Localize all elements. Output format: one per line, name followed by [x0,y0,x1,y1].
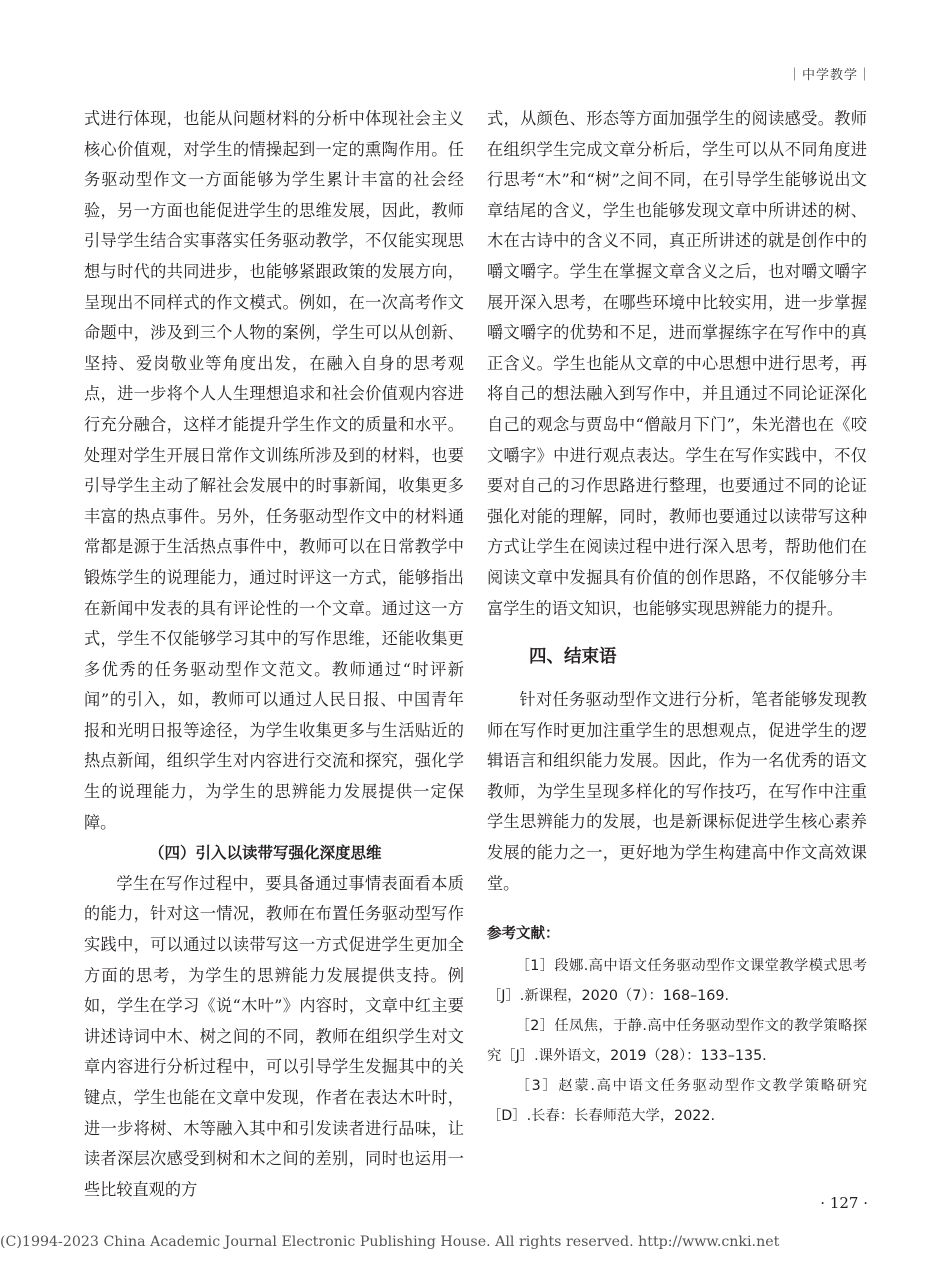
left-column [84,104,464,1205]
reference-item: ［1］段娜.高中语文任务驱动型作文课堂教学模式思考［J］.新课程，2020（7）：168–169. [487,958,867,1005]
body-paragraph: 式进行体现，也能从问题材料的分析中体现社会主义核心价值观，对学生的情操起到一定的熏陶作用。任务驱动型作文一方面能够为学生累计丰富的社会经验，另一方面也能促进学生的思维发展，因此，教师引导学生结合实事落实任务驱动教学，不仅能实现思想与时代的共同进步，也能够紧跟政策的发展方向，呈现出不同样式的作文模式。例如，在一次高考作文命题中，涉及到三个人物的案例，学生可以从创新、坚持、爱岗敬业等角度出发，在融入自身的思考观点，进一步将个人人生理想追求和社会价值观内容进行充分融合，这样才能提升学生作文的质量和水平。处理对学生开展日常作文训练所涉及到的材料，也要引导学生主动了解社会发展中的时事新闻，收集更多丰富的热点事件。另外，任务驱动型作文中的材料通常都是源于生活热点事件中，教师可以在日常教学中锻炼学生的说理能力，通过时评这一方式，能够指出在新闻中发表的具有评论性的一个文章。通过这一方式，学生不仅能够学习其中的写作思维，还能收集更多优秀的任务驱动型作文范文。教师通过“时评新闻”的引入，如，教师可以通过人民日报、中国青年报和光明日报等途径，为学生收集更多与生活贴近的热点新闻，组织学生对内容进行交流和探究，强化学生的说理能力，为学生的思辨能力发展提供一定保障。 [84,109,464,832]
copyright-notice: (C)1994-2023 China Academic Journal Electronic Publishing House. All rights reserved. http://www.cnki.net [0,1234,780,1250]
subsection-heading: （四）引入以读带写强化深度思维 [149,844,382,863]
references-title: 参考文献： [487,926,560,943]
body-paragraph: 针对任务驱动型作文进行分析，笔者能够发现教师在写作时更加注重学生的思想观点，促进学生的逻辑语言和组织能力发展。因此，作为一名优秀的语文教师，为学生呈现多样化的写作技巧，在写作中注重学生思辨能力的发展，也是新课标促进学生核心素养发展的能力之一，更好地为学生构建高中作文高效课堂。 [487,690,867,893]
section-heading: 四、结束语 [529,647,617,668]
page-number: · 127 · [820,1194,868,1212]
right-column [487,104,867,1131]
reference-item: ［2］任凤焦，于静.高中任务驱动型作文的教学策略探究［J］.课外语文，2019（28）：133–135. [487,1018,867,1065]
body-paragraph: 学生在写作过程中，要具备通过事情表面看本质的能力，针对这一情况，教师在布置任务驱动型写作实践中，可以通过以读带写这一方式促进学生更加全方面的思考，为学生的思辨能力发展提供支持。例如，学生在学习《说“木叶”》内容时，文章中红主要讲述诗词中木、树之间的不同，教师在组织学生对文章内容进行分析过程中，可以引导学生发掘其中的关键点，学生也能在文章中发现，作者在表达木叶时，进一步将树、木等融入其中和引发读者进行品味，让读者深层次感受到树和木之间的差别，同时也运用一些比较直观的方 [84,873,464,1199]
body-paragraph: 式，从颜色、形态等方面加强学生的阅读感受。教师在组织学生完成文章分析后，学生可以从不同角度进行思考“木”和“树”之间不同，在引导学生能够说出文章结尾的含义，学生也能够发现文章中所讲述的树、木在古诗中的含义不同，真正所讲述的就是创作中的嚼文嚼字。学生在掌握文章含义之后，也对嚼文嚼字展开深入思考，在哪些环境中比较实用，进一步掌握嚼文嚼字的优势和不足，进而掌握练字在写作中的真正含义。学生也能从文章的中心思想中进行思考，再将自己的想法融入到写作中，并且通过不同论证深化自己的观念与贾岛中“僧敲月下门”，朱光潜也在《咬文嚼字》中进行观点表达。学生在写作实践中，不仅要对自己的习作思路进行整理，也要通过不同的论证强化对能的理解，同时，教师也要通过以读带写这种方式让学生在阅读过程中进行深入思考，帮助他们在阅读文章中发掘具有价值的创作思路，不仅能够分丰富学生的语文知识，也能够实现思辨能力的提升。 [487,109,867,618]
reference-item: ［3］赵蒙.高中语文任务驱动型作文教学策略研究［D］.长春：长春师范大学，2022. [487,1078,867,1125]
journal-section-header: ｜中学教学｜ [787,68,872,83]
